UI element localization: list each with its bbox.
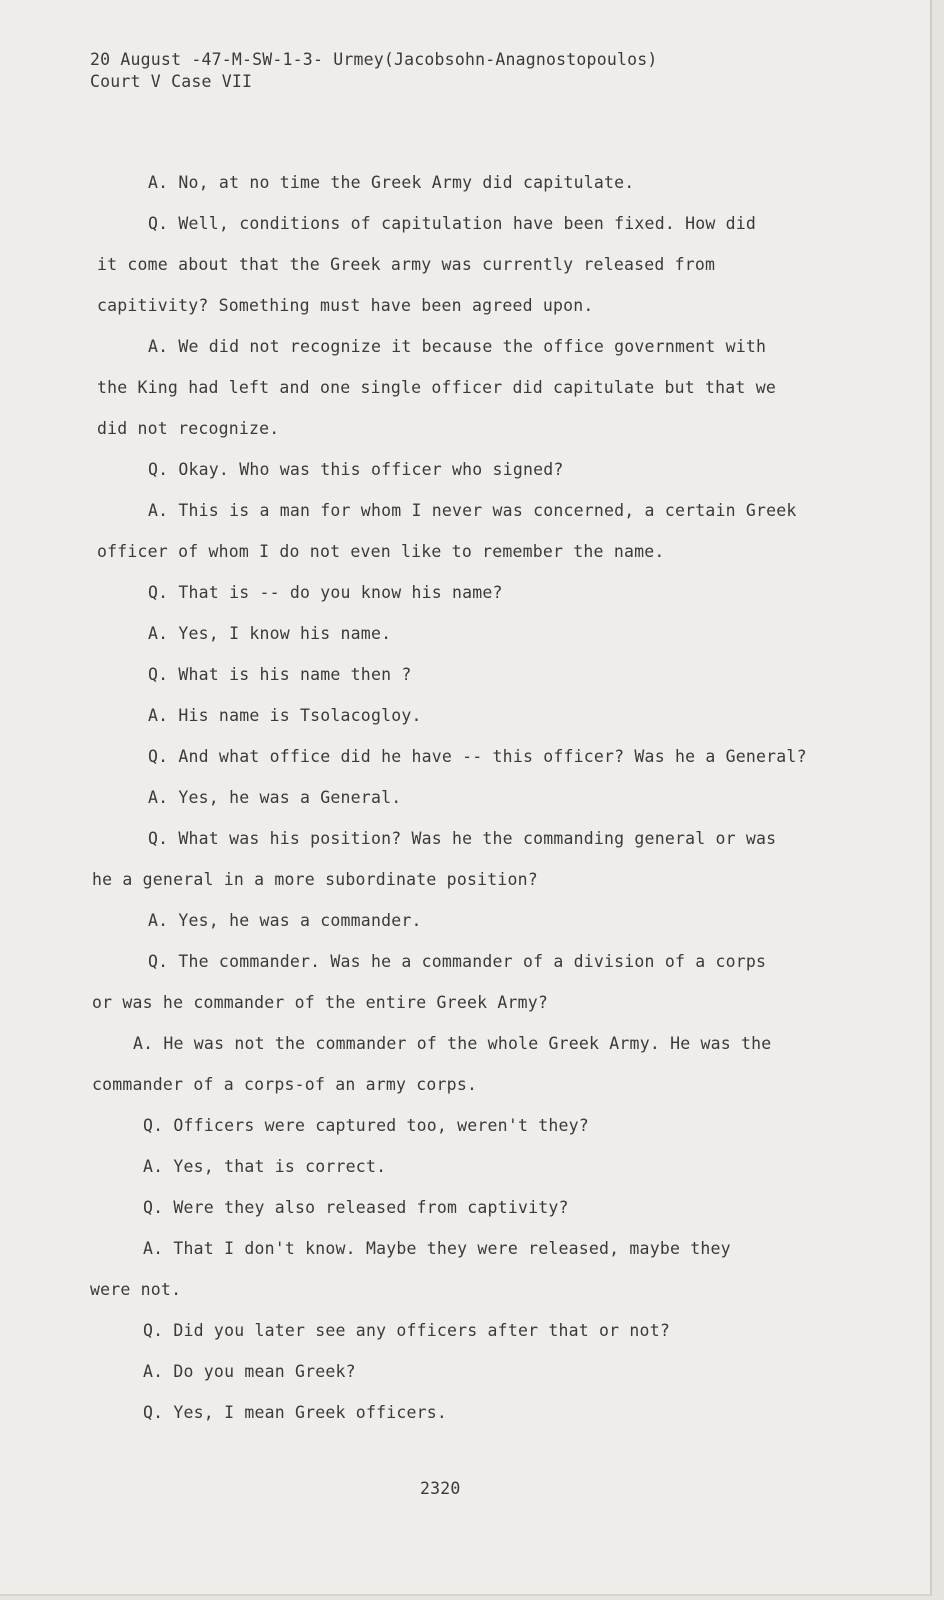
transcript-line: Q. Did you later see any officers after that or not? bbox=[143, 1321, 670, 1340]
transcript-line: A. This is a man for whom I never was concerned, a certain Greek bbox=[148, 501, 797, 520]
transcript-line: A. He was not the commander of the whole Greek Army. He was the bbox=[133, 1034, 772, 1053]
transcript-line: were not. bbox=[90, 1280, 182, 1299]
transcript-line: he a general in a more subordinate position? bbox=[92, 870, 538, 889]
transcript-line: Q. Well, conditions of capitulation have been fixed. How did bbox=[148, 214, 757, 233]
transcript-line: Q. Were they also released from captivity? bbox=[143, 1198, 569, 1217]
transcript-line: A. Yes, he was a commander. bbox=[148, 911, 422, 930]
transcript-line: officer of whom I do not even like to remember the name. bbox=[97, 542, 665, 561]
transcript-line: Q. And what office did he have -- this officer? Was he a General? bbox=[148, 747, 807, 766]
transcript-line: Q. That is -- do you know his name? bbox=[148, 583, 503, 602]
transcript-line: did not recognize. bbox=[97, 419, 280, 438]
transcript-line: commander of a corps-of an army corps. bbox=[92, 1075, 478, 1094]
header-line-2: Court V Case VII bbox=[90, 72, 253, 91]
transcript-line: Q. Yes, I mean Greek officers. bbox=[143, 1403, 448, 1422]
transcript-line: the King had left and one single officer did capitulate but that we bbox=[97, 378, 776, 397]
transcript-line: it come about that the Greek army was currently released from bbox=[97, 255, 716, 274]
transcript-line: or was he commander of the entire Greek Army? bbox=[92, 993, 549, 1012]
transcript-line: A. We did not recognize it because the office government with bbox=[148, 337, 767, 356]
page-number: 2320 bbox=[420, 1479, 461, 1498]
transcript-line: Q. The commander. Was he a commander of a division of a corps bbox=[148, 952, 767, 971]
transcript-line: Q. What is his name then ? bbox=[148, 665, 412, 684]
transcript-line: Q. What was his position? Was he the commanding general or was bbox=[148, 829, 777, 848]
header-line-1: 20 August -47-M-SW-1-3- Urmey(Jacobsohn-Anagnostopoulos) bbox=[90, 50, 658, 69]
transcript-line: A. Do you mean Greek? bbox=[143, 1362, 356, 1381]
transcript-line: A. That I don't know. Maybe they were released, maybe they bbox=[143, 1239, 731, 1258]
transcript-line: A. His name is Tsolacogloy. bbox=[148, 706, 422, 725]
transcript-line: capitivity? Something must have been agreed upon. bbox=[97, 296, 594, 315]
transcript-line: A. Yes, he was a General. bbox=[148, 788, 402, 807]
transcript-line: A. No, at no time the Greek Army did capitulate. bbox=[148, 173, 635, 192]
transcript-line: Q. Okay. Who was this officer who signed? bbox=[148, 460, 564, 479]
transcript-line: A. Yes, that is correct. bbox=[143, 1157, 387, 1176]
transcript-line: A. Yes, I know his name. bbox=[148, 624, 392, 643]
transcript-line: Q. Officers were captured too, weren't they? bbox=[143, 1116, 589, 1135]
